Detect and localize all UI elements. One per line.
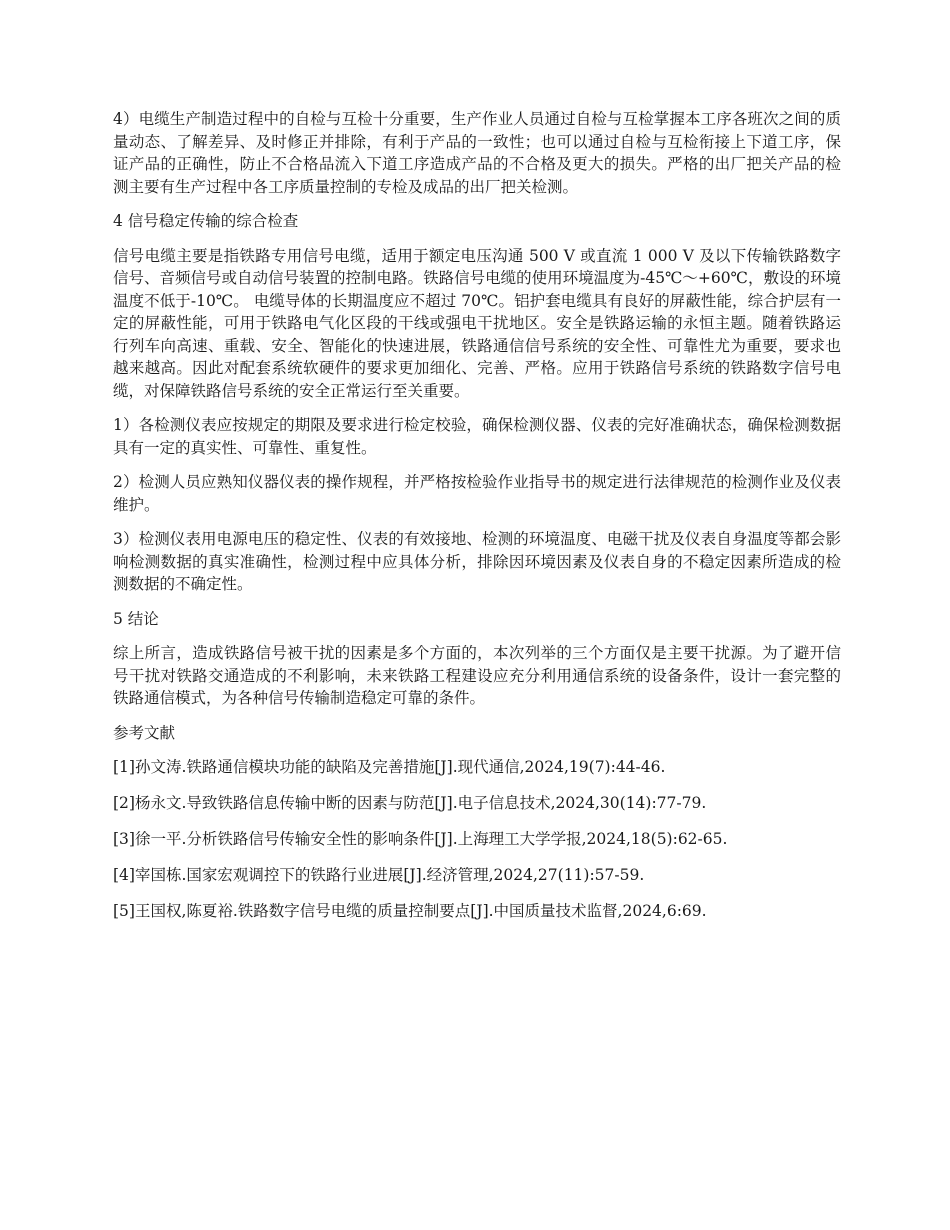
conclusion-paragraph: 综上所言，造成铁路信号被干扰的因素是多个方面的，本次列举的三个方面仅是主要干扰源。为了避开信号干扰对铁路交通造成的不利影响，未来铁路工程建设应充分利用通信系统的设备条件，设计一套完整的铁路通信模式，为各种信号传输制造稳定可靠的条件。 <box>113 644 841 707</box>
document-body <box>113 108 841 936</box>
reference-item-1: [1]孙文涛.铁路通信模块功能的缺陷及完善措施[J].现代通信,2024,19(7):44-46. <box>113 758 666 776</box>
references-heading: 参考文献 <box>113 723 176 742</box>
reference-item-2: [2]杨永文.导致铁路信息传输中断的因素与防范[J].电子信息技术,2024,30(14):77-79. <box>113 794 707 812</box>
reference-item-5: [5]王国权,陈夏裕.铁路数字信号电缆的质量控制要点[J].中国质量技术监督,2024,6:69. <box>113 902 707 920</box>
section-heading-5: 5 结论 <box>113 609 159 628</box>
list-item-1: 1）各检测仪表应按规定的期限及要求进行检定校验，确保检测仪器、仪表的完好准确状态，确保检测数据具有一定的真实性、可靠性、重复性。 <box>113 416 841 457</box>
reference-item-4: [4]宰国栋.国家宏观调控下的铁路行业进展[J].经济管理,2024,27(11):57-59. <box>113 866 645 884</box>
section-4-intro: 信号电缆主要是指铁路专用信号电缆，适用于额定电压沟通 500 V 或直流 1 000 V 及以下传输铁路数字信号、音频信号或自动信号装置的控制电路。铁路信号电缆的使用环境温度为-45℃～+60℃，敷设的环境温度不低于-10℃。 电缆导体的长期温度应不超过 70℃。铝护套电缆具有良好的屏蔽性能，综合护层有一定的屏蔽性能，可用于铁路电气化区段的干线或强电干扰地区。安全是铁路运输的永恒主题。随着铁路运行列车向高速、重载、安全、智能化的快速进展，铁路通信信号系统的安全性、可靠性尤为重要，要求也越来越高。因此对配套系统软硬件的要求更加细化、完善、严格。应用于铁路信号系统的铁路数字信号电缆，对保障铁路信号系统的安全正常运行至关重要。 <box>113 246 841 400</box>
paragraph-item-4: 4）电缆生产制造过程中的自检与互检十分重要，生产作业人员通过自检与互检掌握本工序各班次之间的质量动态、了解差异、及时修正并排除，有利于产品的一致性；也可以通过自检与互检衔接上下道工序，保证产品的正确性，防止不合格品流入下道工序造成产品的不合格及更大的损失。严格的出厂把关产品的检测主要有生产过程中各工序质量控制的专检及成品的出厂把关检测。 <box>113 110 841 196</box>
list-item-2: 2）检测人员应熟知仪器仪表的操作规程，并严格按检验作业指导书的规定进行法律规范的检测作业及仪表维护。 <box>113 473 841 514</box>
list-item-3: 3）检测仪表用电源电压的稳定性、仪表的有效接地、检测的环境温度、电磁干扰及仪表自身温度等都会影响检测数据的真实准确性，检测过程中应具体分析，排除因环境因素及仪表自身的不稳定因素所造成的检测数据的不确定性。 <box>113 530 841 593</box>
section-heading-4: 4 信号稳定传输的综合检查 <box>113 212 299 230</box>
reference-item-3: [3]徐一平.分析铁路信号传输安全性的影响条件[J].上海理工大学学报,2024,18(5):62-65. <box>113 830 728 848</box>
reference-list <box>113 756 841 923</box>
